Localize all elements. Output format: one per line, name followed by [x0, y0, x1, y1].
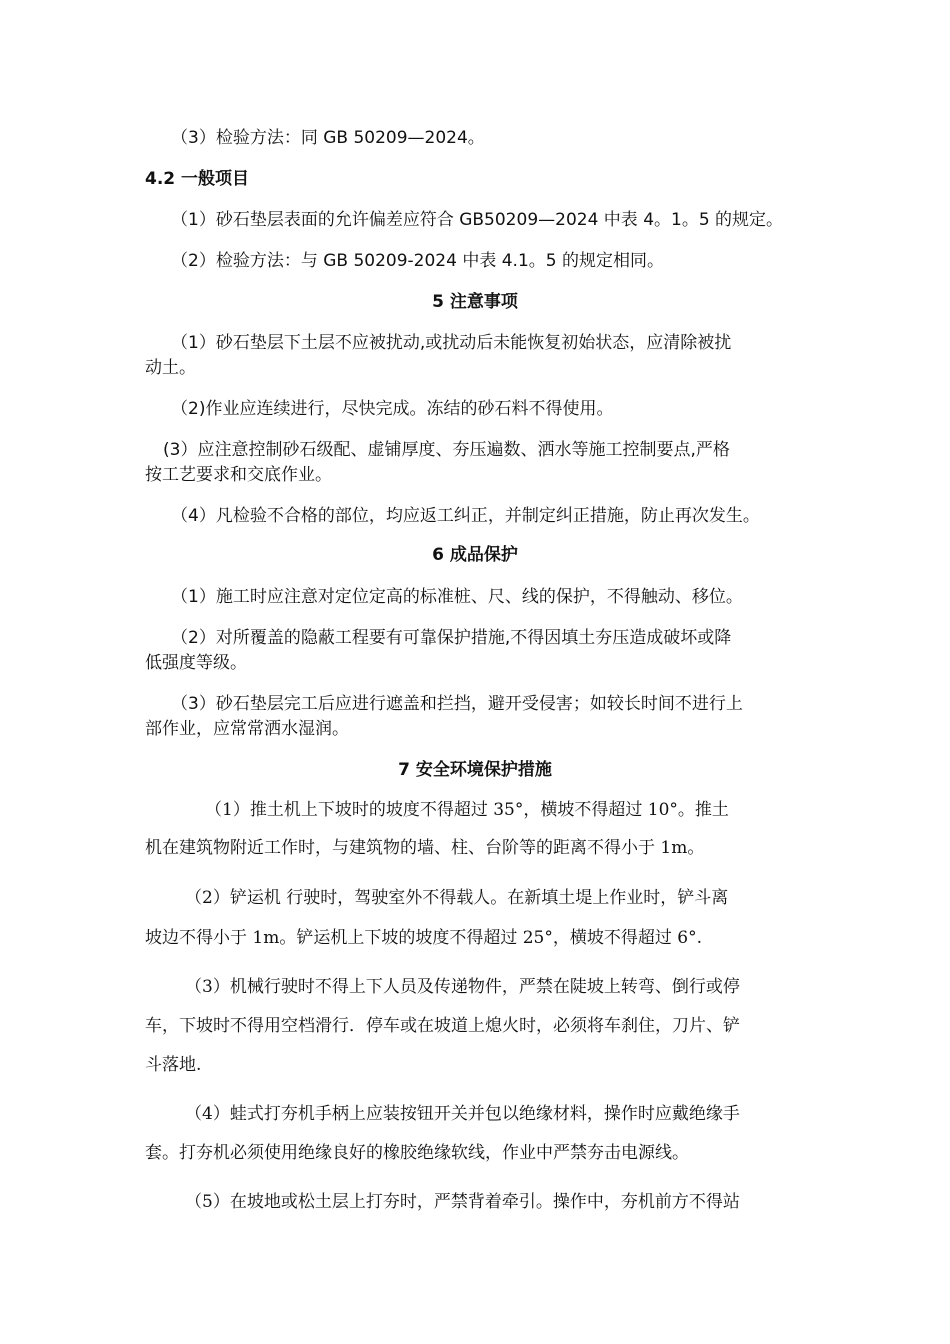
paragraph-line: 部作业，应常常洒水湿润。 — [145, 719, 349, 739]
section-heading-7: 7 安全环境保护措施 — [398, 760, 552, 780]
section-heading-4-2: 4.2 一般项目 — [145, 169, 250, 189]
paragraph-line: (3）应注意控制砂石级配、虚铺厚度、夯压遍数、洒水等施工控制要点,严格 — [163, 440, 730, 460]
paragraph-line: 车，下坡时不得用空档滑行．停车或在坡道上熄火时，必须将车刹住，刀片、铲 — [145, 1016, 740, 1036]
paragraph-line: （5）在坡地或松土层上打夯时，严禁背着牵引。操作中，夯机前方不得站 — [185, 1192, 740, 1212]
paragraph-line: 套。打夯机必须使用绝缘良好的橡胶绝缘软线，作业中严禁夯击电源线。 — [145, 1143, 689, 1163]
paragraph-line: （2）检验方法：与 GB 50209-2024 中表 4.1。5 的规定相同。 — [171, 251, 664, 271]
paragraph-line: 低强度等级。 — [145, 653, 247, 673]
paragraph-line: （1）施工时应注意对定位定高的标准桩、尺、线的保护，不得触动、移位。 — [171, 587, 743, 607]
paragraph-line: 按工艺要求和交底作业。 — [145, 465, 332, 485]
paragraph-line: （4）凡检验不合格的部位，均应返工纠正，并制定纠正措施，防止再次发生。 — [171, 506, 760, 526]
paragraph-line: （2)作业应连续进行，尽快完成。冻结的砂石料不得使用。 — [171, 399, 614, 419]
paragraph-line: 坡边不得小于 1m。铲运机上下坡的坡度不得超过 25°，横坡不得超过 6°. — [145, 928, 702, 948]
paragraph-line: 斗落地. — [145, 1055, 202, 1075]
section-heading-5: 5 注意事项 — [432, 292, 518, 312]
paragraph-line: 机在建筑物附近工作时，与建筑物的墙、柱、台阶等的距离不得小于 1m。 — [145, 838, 705, 858]
paragraph-line: （3）机械行驶时不得上下人员及传递物件，严禁在陡坡上转弯、倒行或停 — [185, 977, 740, 997]
paragraph-line: （2）铲运机 行驶时，驾驶室外不得载人。在新填土堤上作业时，铲斗离 — [185, 888, 729, 908]
paragraph-line: （1）推土机上下坡时的坡度不得超过 35°，横坡不得超过 10°。推土 — [205, 800, 729, 820]
paragraph-line: （2）对所覆盖的隐蔽工程要有可靠保护措施,不得因填土夯压造成破坏或降 — [171, 628, 732, 648]
section-heading-6: 6 成品保护 — [432, 545, 518, 565]
paragraph-line: （3）检验方法：同 GB 50209—2024。 — [171, 128, 485, 148]
paragraph-line: （1）砂石垫层表面的允许偏差应符合 GB50209—2024 中表 4。1。5 的规定。 — [171, 210, 784, 230]
paragraph-line: 动土。 — [145, 358, 196, 378]
paragraph-line: （3）砂石垫层完工后应进行遮盖和拦挡，避开受侵害；如较长时间不进行上 — [171, 694, 743, 714]
paragraph-line: （1）砂石垫层下土层不应被扰动,或扰动后未能恢复初始状态，应清除被扰 — [171, 333, 732, 353]
paragraph-line: （4）蛙式打夯机手柄上应装按钮开关并包以绝缘材料，操作时应戴绝缘手 — [185, 1104, 740, 1124]
